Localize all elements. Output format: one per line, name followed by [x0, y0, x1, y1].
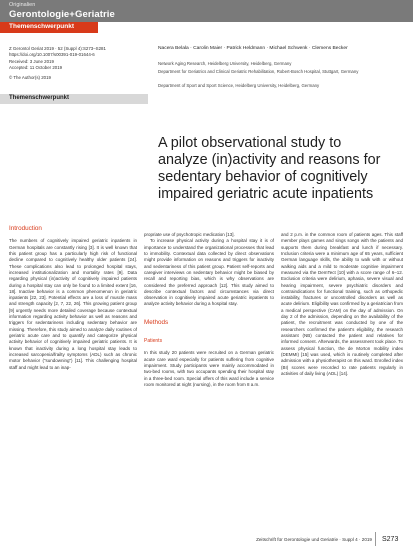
page-number: S273 [382, 536, 399, 543]
copyright: © The Author(s) 2019 [9, 74, 51, 80]
author-list: Nacera Belala · Carolin Maier · Patrick Heldmann · Michael Schwenk · Clemens Becker [158, 46, 348, 51]
intro-paragraph-cont: propriate use of psychotropic medication [13]. [144, 232, 235, 237]
accepted-date: Accepted: 11 October 2019 [9, 65, 63, 71]
doi-link[interactable]: https://doi.org/10.1007/s00391-019-01644-6 [9, 52, 95, 58]
section-label-text: Themenschwerpunkt [9, 23, 75, 30]
introduction-heading: Introduction [9, 225, 42, 232]
affiliation-2: Department for Geriatrics and Clinical Geriatric Rehabilitation, Robert-Bosch Hospital, Stuttgart, Germany [158, 69, 359, 74]
affiliation-1: Network Aging Research, Heidelberg University, Heidelberg, Germany [158, 61, 292, 66]
journal-kicker: Originalien [9, 2, 36, 8]
intro-paragraph-2: To increase physical activity during a hospital stay it is of importance to understand the organizational processes that lead to immobility. Contextual data collected by direct observations might provide information on reasons and triggers for inactivity and sedentariness of this patient group. Patient self-reports and caregiver interviews on sedentary behavior might be biased by recall and reporting bias, which is why observations are considered the preferred approach [12]. This study aimed to describe contextual factors and circumstances via direct observation in cognitively impaired acute geriatric inpatients to analyze activity behavior during a hospital stay. [144, 238, 274, 307]
category-label-text: Themenschwerpunkt [9, 95, 70, 101]
journal-name: Gerontologie+Geriatrie [9, 9, 115, 20]
category-label [0, 94, 148, 104]
section-label [0, 22, 98, 33]
body-column-3 [281, 232, 403, 377]
citation: Z Gerontol Geriat 2019 · 52 (Suppl 4):S273–S281 [9, 46, 106, 51]
received-date: Received: 3 June 2019 [9, 58, 54, 64]
body-column-1 [9, 226, 137, 371]
methods-heading: Methods [144, 318, 169, 326]
affiliation-3: Department of Sport and Sport Science, Heidelberg University, Heidelberg, Germany [158, 83, 320, 88]
patients-subheading: Patients [144, 338, 163, 345]
patients-paragraph: In this study 20 patients were recruited on a German geriatric acute care ward especially for patients suffering from cognitive impairment. Study participants were mainly accommodated in two-bed rooms, with two occupants spending their hospital stay in a three-bed room. Special offers of this ward include a service room monitored at night (nursing), in the room from 8 a.m. [144, 350, 274, 387]
article-meta [9, 46, 159, 81]
footer-journal: Zeitschrift für Gerontologie und Geriatrie · Suppl 4 · 2019 [256, 537, 372, 542]
patients-paragraph-cont: and 2 p.m. in the common room of patients ages. This staff member plays games and sings songs with the patients and supports them during breakfast and lunch if necessary. Inclusion criteria were a minimum age of 65 years, sufficient German language skills, the ability to walk with or without walking aids and a mild to moderate cognitive impairment measured via the DemTect [10] with a score range of 6–12. Exclusion criteria were delirium, aphasia, severe visual and hearing impairment, severe psychiatric disorders and contraindications for functional training, such as orthopedic instability, fractures or uncontrolled disorders as well as acute delirium. Eligibility was confirmed by a geriatrician from a medical perspective (CAM) on the day of admission. On day 2 of the admission, depending on the availability of the patient, the recruitment was conducted by one of the researchers confirmed the patient's eligibility, the research assistant (NB) contacted the patient and relatives for informed consent. Afterwards, the assessment took place. To assess physical function, the de Morton mobility index (DEMMI) [15] was used, which is routinely completed after admission with a physiotherapist on this ward. Enrolled index (BI) scores were recorded to rate patients regularly in activities of daily living (ADL) [14]. [281, 232, 403, 376]
body-column-2 [144, 232, 274, 388]
journal-header [0, 0, 413, 22]
footer-divider [375, 532, 376, 546]
article-title: A pilot observational study to analyze (in)activity and reasons for sedentary behavior of cognitively impaired geriatric acute inpatients [158, 135, 381, 202]
intro-paragraph: The numbers of cognitively impaired geriatric inpatients in German hospitals are constantly rising [3]. It is well known that this patient group has a particularly high risk of functional decline compared to cognitively healthy older patients [24]. These complications also lead to prolonged hospital stays, increased institutionalization and mortality rates [9]. Data regarding physical (in)activity of cognitively impaired patients during a hospital stay can only be found to a limited extent [16, 18]. Inactive behavior is a common phenomenon in geriatric inpatients [22, 23]. Potential effects are a loss of muscle mass and strength capacity [2, 7, 22, 26]. This growing patient group [9] urgently needs more detailed coverage because contextual information regarding activity behavior as well as reasons and triggers for sedentariness including sedentary behavior are missing. Therefore, this study aimed to analyze daily routines of geriatric acute care and to quantify and categorize physical activity behavior of cognitively impaired geriatric patients. It is known that inactivity during a long hospital stay leads to increased sarcopenia/frailty symptoms (ADL) such as chronic motor behavior (“sundowning”) [11]. This challenging hospital staff and might lead to an inap- [9, 238, 137, 370]
